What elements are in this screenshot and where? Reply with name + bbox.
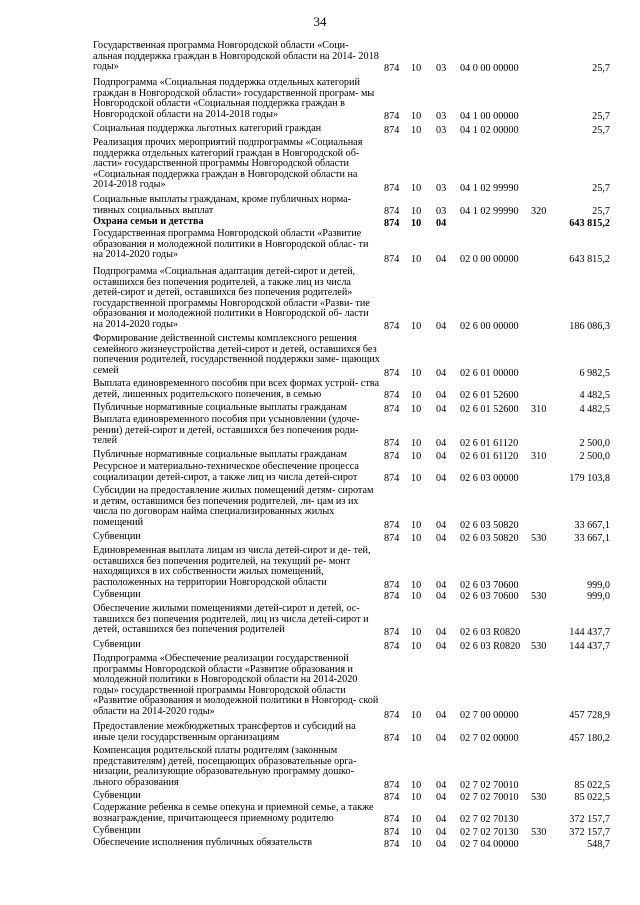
cell-ved: 874 [384,472,400,484]
cell-csr: 04 0 00 00000 [460,62,519,74]
cell-sum: 85 022,5 [574,791,610,803]
cell-csr: 02 7 00 00000 [460,709,519,721]
cell-pr: 04 [436,320,447,332]
cell-csr: 02 6 03 70600 [460,579,519,591]
cell-rz: 10 [411,110,422,122]
cell-sum: 25,7 [592,205,610,217]
row-description: Выплата единовременного пособия при усыновлении (удоче- рении) детей-сирот и детей, оставшихся без попечения роди- телей [93,414,360,446]
cell-pr: 04 [436,579,447,591]
cell-ved: 874 [384,320,400,332]
cell-ved: 874 [384,779,400,791]
cell-rz: 10 [411,217,422,229]
cell-rz: 10 [411,640,422,652]
cell-csr: 02 6 01 52600 [460,403,519,415]
table-row [0,803,640,825]
cell-sum: 2 500,0 [579,437,610,449]
cell-pr: 04 [436,532,447,544]
cell-vr: 320 [531,205,547,217]
cell-pr: 03 [436,124,447,136]
cell-rz: 10 [411,732,422,744]
cell-ved: 874 [384,532,400,544]
cell-sum: 25,7 [592,182,610,194]
table-row [0,722,640,744]
cell-ved: 874 [384,124,400,136]
row-description: Субвенции [93,639,141,650]
row-description: Выплата единовременного пособия при всех формах устрой- ства детей, лишенных родительского попечения, в семью [93,378,379,400]
cell-pr: 03 [436,182,447,194]
cell-sum: 372 157,7 [569,813,610,825]
cell-pr: 04 [436,640,447,652]
cell-pr: 04 [436,826,447,838]
cell-sum: 186 086,3 [569,320,610,332]
cell-pr: 03 [436,62,447,74]
cell-pr: 04 [436,253,447,265]
cell-vr: 530 [531,640,547,652]
cell-sum: 4 482,5 [579,389,610,401]
cell-pr: 04 [436,732,447,744]
row-description: Социальные выплаты гражданам, кроме публичных норма- тивных социальных выплат [93,194,352,216]
cell-vr: 530 [531,826,547,838]
cell-rz: 10 [411,253,422,265]
cell-sum: 643 815,2 [569,217,610,229]
cell-ved: 874 [384,389,400,401]
cell-rz: 10 [411,182,422,194]
table-row [0,195,640,217]
table-row [0,334,640,379]
cell-vr: 310 [531,450,547,462]
row-description: Ресурсное и материально-техническое обеспечение процесса социализации детей-сирот, а также лиц из числа детей-сирот [93,461,359,483]
cell-rz: 10 [411,590,422,602]
table-row [0,124,640,136]
cell-ved: 874 [384,640,400,652]
cell-rz: 10 [411,709,422,721]
cell-sum: 999,0 [587,579,610,591]
cell-ved: 874 [384,626,400,638]
row-description: Компенсация родительской платы родителям (законным представителям) детей, посещающих образовательные орга- низации, реализующие образовательную программу дошко- льного образования [93,745,357,788]
cell-csr: 02 6 03 50820 [460,519,519,531]
table-row [0,41,640,74]
row-description: Субвенции [93,790,141,801]
cell-pr: 04 [436,389,447,401]
cell-pr: 04 [436,472,447,484]
table-row [0,267,640,332]
table-row [0,229,640,265]
cell-ved: 874 [384,838,400,850]
cell-sum: 25,7 [592,62,610,74]
cell-vr: 530 [531,590,547,602]
cell-rz: 10 [411,450,422,462]
cell-ved: 874 [384,62,400,74]
cell-ved: 874 [384,732,400,744]
cell-sum: 2 500,0 [579,450,610,462]
cell-sum: 999,0 [587,590,610,602]
table-row [0,532,640,544]
cell-ved: 874 [384,579,400,591]
cell-csr: 02 7 02 70130 [460,813,519,825]
page-number: 34 [313,14,327,29]
cell-csr: 02 7 02 70010 [460,791,519,803]
row-description: Реализация прочих мероприятий подпрограммы «Социальная поддержка отдельных категорий граждан в Новгородской об- ласти» государственной программы Новгородской области «Социальная поддержка граждан в Новгородской области на 2014-2018 годы» [93,137,363,190]
cell-sum: 33 667,1 [574,532,610,544]
cell-csr: 04 1 00 00000 [460,110,519,122]
cell-pr: 04 [436,779,447,791]
cell-ved: 874 [384,217,400,229]
cell-pr: 03 [436,110,447,122]
cell-rz: 10 [411,403,422,415]
cell-rz: 10 [411,124,422,136]
cell-ved: 874 [384,182,400,194]
cell-pr: 04 [436,519,447,531]
cell-rz: 10 [411,791,422,803]
cell-rz: 10 [411,62,422,74]
table-row [0,415,640,449]
row-description: Субвенции [93,589,141,600]
cell-csr: 02 6 01 61120 [460,437,519,449]
row-description: Социальная поддержка льготных категорий граждан [93,123,322,134]
row-description: Предоставление межбюджетных трансфертов и субсидий на иные цели государственным организациям [93,721,356,743]
table-row [0,78,640,122]
cell-ved: 874 [384,519,400,531]
cell-pr: 04 [436,437,447,449]
cell-ved: 874 [384,813,400,825]
cell-rz: 10 [411,838,422,850]
row-description: Содержание ребенка в семье опекуна и приемной семье, а также вознаграждение, причитающееся приемному родителю [93,802,374,824]
cell-csr: 04 1 02 00000 [460,124,519,136]
cell-csr: 02 6 03 50820 [460,532,519,544]
cell-rz: 10 [411,389,422,401]
row-description: Подпрограмма «Обеспечение реализации государственной программы Новгородской области «Развитие образования и молодежной политики в Новгородской области на 2014-2020 годы» государственной программы Новгородской области «Развитие образования и молодежной политики в Новгород- ской области на 2014-2020 годы» [93,653,379,717]
cell-vr: 530 [531,791,547,803]
cell-csr: 02 6 03 R0820 [460,626,521,638]
row-description: Формирование действенной системы комплексного решения семейного жизнеустройства детей-сирот и детей, оставшихся без попечения родителей, государственной поддержки заме- щающих семей [93,333,380,376]
cell-sum: 457 180,2 [569,732,610,744]
table-row [0,590,640,602]
row-description: Подпрограмма «Социальная адаптация детей-сирот и детей, оставшихся без попечения родителей, а также лиц из числа детей-сирот и детей, оставшихся без попечения родителей» государственной программы Новгородской области «Разви- тие образования и молодежной политики в Новгородской об- ласти на 2014-2020 годы» [93,266,370,330]
cell-ved: 874 [384,709,400,721]
cell-rz: 10 [411,320,422,332]
cell-pr: 04 [436,367,447,379]
cell-ved: 874 [384,450,400,462]
cell-rz: 10 [411,472,422,484]
cell-rz: 10 [411,779,422,791]
cell-pr: 04 [436,450,447,462]
cell-csr: 02 6 03 00000 [460,472,519,484]
cell-csr: 02 6 03 R0820 [460,640,521,652]
row-description: Публичные нормативные социальные выплаты гражданам [93,402,347,413]
cell-pr: 04 [436,217,447,229]
cell-pr: 04 [436,838,447,850]
table-row [0,604,640,638]
cell-csr: 04 1 02 99990 [460,205,519,217]
cell-sum: 33 667,1 [574,519,610,531]
row-description: Публичные нормативные социальные выплаты гражданам [93,449,347,460]
cell-csr: 02 7 02 00000 [460,732,519,744]
cell-vr: 530 [531,532,547,544]
cell-pr: 03 [436,205,447,217]
cell-rz: 10 [411,826,422,838]
cell-rz: 10 [411,532,422,544]
table-row [0,462,640,484]
cell-csr: 02 7 04 00000 [460,838,519,850]
cell-ved: 874 [384,110,400,122]
cell-sum: 25,7 [592,124,610,136]
cell-pr: 04 [436,626,447,638]
table-row [0,486,640,531]
table-row [0,640,640,652]
cell-pr: 04 [436,709,447,721]
table-row [0,838,640,850]
cell-sum: 144 437,7 [569,640,610,652]
row-description: Государственная программа Новгородской области «Соци- альная поддержка граждан в Новгородской области на 2014- 2018 годы» [93,40,379,72]
cell-ved: 874 [384,437,400,449]
cell-csr: 04 1 02 99990 [460,182,519,194]
cell-rz: 10 [411,813,422,825]
row-description: Субвенции [93,825,141,836]
table-row [0,654,640,721]
cell-rz: 10 [411,626,422,638]
row-description: Охрана семьи и детства [93,216,204,227]
cell-rz: 10 [411,519,422,531]
table-row [0,746,640,791]
table-row [0,138,640,194]
cell-sum: 457 728,9 [569,709,610,721]
cell-ved: 874 [384,791,400,803]
cell-ved: 874 [384,367,400,379]
cell-sum: 4 482,5 [579,403,610,415]
cell-ved: 874 [384,590,400,602]
row-description: Субвенции [93,531,141,542]
row-description: Подпрограмма «Социальная поддержка отдельных категорий граждан в Новгородской области» государственной програм- мы Новгородской области «Социальная поддержка граждан в Новгородской области на 2014-2018 годы» [93,77,375,120]
cell-sum: 25,7 [592,110,610,122]
cell-vr: 310 [531,403,547,415]
cell-csr: 02 0 00 00000 [460,253,519,265]
table-row [0,379,640,401]
row-description: Обеспечение исполнения публичных обязательств [93,837,313,848]
cell-rz: 10 [411,579,422,591]
cell-sum: 179 103,8 [569,472,610,484]
cell-ved: 874 [384,205,400,217]
cell-csr: 02 6 01 61120 [460,450,519,462]
cell-csr: 02 6 01 52600 [460,389,519,401]
cell-csr: 02 7 02 70130 [460,826,519,838]
cell-ved: 874 [384,253,400,265]
cell-csr: 02 6 01 00000 [460,367,519,379]
cell-sum: 85 022,5 [574,779,610,791]
cell-sum: 372 157,7 [569,826,610,838]
cell-csr: 02 7 02 70010 [460,779,519,791]
table-row [0,546,640,591]
cell-pr: 04 [436,590,447,602]
row-description: Субсидии на предоставление жилых помещений детям- сиротам и детям, оставшимся без попечения родителей, ли- цам из их числа по договорам найма специализированных жилых помещений [93,485,374,528]
cell-sum: 548,7 [587,838,610,850]
cell-csr: 02 6 03 70600 [460,590,519,602]
cell-rz: 10 [411,437,422,449]
cell-sum: 643 815,2 [569,253,610,265]
cell-csr: 02 6 00 00000 [460,320,519,332]
cell-ved: 874 [384,403,400,415]
cell-pr: 04 [436,791,447,803]
row-description: Государственная программа Новгородской области «Развитие образования и молодежной политики в Новгородской облас- ти на 2014-2020 годы» [93,228,369,260]
cell-pr: 04 [436,403,447,415]
cell-pr: 04 [436,813,447,825]
cell-ved: 874 [384,826,400,838]
cell-rz: 10 [411,205,422,217]
cell-sum: 6 982,5 [579,367,610,379]
cell-rz: 10 [411,367,422,379]
row-description: Обеспечение жилыми помещениями детей-сирот и детей, ос- тавшихся без попечения родителей, лиц из числа детей-сирот и детей, оставшихся без попечения родителей [93,603,369,635]
row-description: Единовременная выплата лицам из числа детей-сирот и де- тей, оставшихся без попечения родителей, на текущий ре- монт находящихся в их собственности жилых помещений, расположенных на территории Новгородской области [93,545,371,588]
cell-sum: 144 437,7 [569,626,610,638]
